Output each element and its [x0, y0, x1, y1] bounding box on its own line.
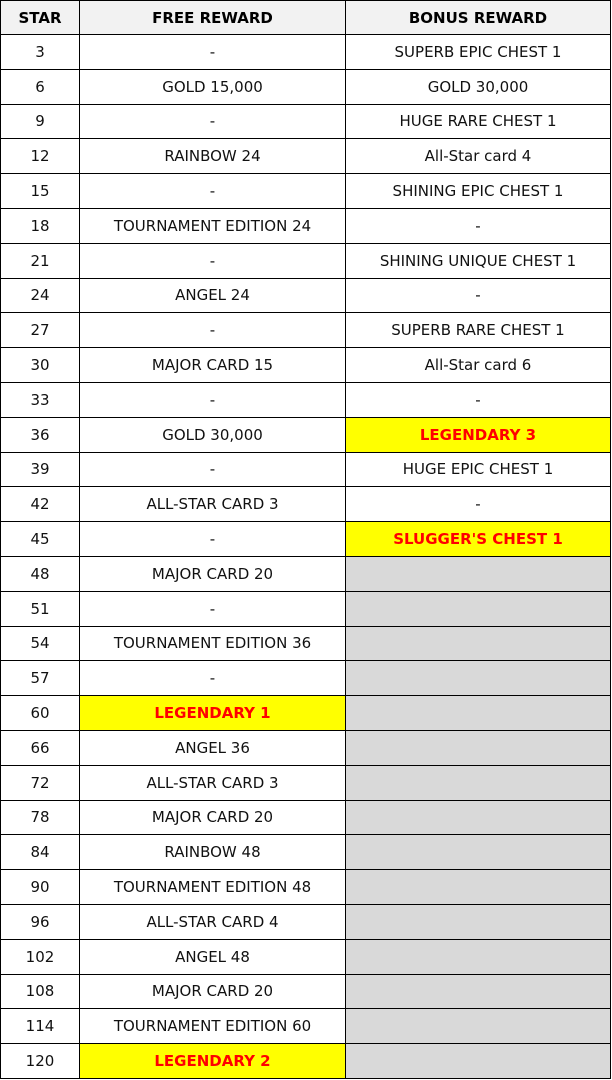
bonus-reward-empty-cell	[346, 730, 611, 765]
bonus-reward-cell: -	[346, 382, 611, 417]
free-reward-cell: GOLD 15,000	[80, 69, 346, 104]
free-reward-cell: ALL-STAR CARD 4	[80, 904, 346, 939]
free-reward-cell: -	[80, 174, 346, 209]
bonus-reward-empty-cell	[346, 835, 611, 870]
table-row	[1, 661, 611, 696]
free-reward-cell: MAJOR CARD 15	[80, 348, 346, 383]
free-reward-cell: -	[80, 452, 346, 487]
star-cell: 21	[1, 243, 80, 278]
table-row	[1, 904, 611, 939]
bonus-reward-cell: GOLD 30,000	[346, 69, 611, 104]
star-cell: 54	[1, 626, 80, 661]
star-cell: 42	[1, 487, 80, 522]
free-reward-column-header: FREE REWARD	[80, 1, 346, 35]
free-reward-cell: ALL-STAR CARD 3	[80, 487, 346, 522]
bonus-reward-cell: LEGENDARY 3	[346, 417, 611, 452]
bonus-reward-cell: SHINING EPIC CHEST 1	[346, 174, 611, 209]
bonus-reward-empty-cell	[346, 556, 611, 591]
table-row	[1, 487, 611, 522]
bonus-reward-empty-cell	[346, 1044, 611, 1079]
star-cell: 9	[1, 104, 80, 139]
star-cell: 48	[1, 556, 80, 591]
star-cell: 84	[1, 835, 80, 870]
table-row	[1, 1009, 611, 1044]
star-cell: 12	[1, 139, 80, 174]
free-reward-cell: ALL-STAR CARD 3	[80, 765, 346, 800]
bonus-reward-empty-cell	[346, 591, 611, 626]
table-row	[1, 208, 611, 243]
star-cell: 24	[1, 278, 80, 313]
rewards-body	[1, 35, 611, 1079]
free-reward-cell: TOURNAMENT EDITION 48	[80, 870, 346, 905]
free-reward-cell: -	[80, 591, 346, 626]
star-cell: 27	[1, 313, 80, 348]
star-cell: 78	[1, 800, 80, 835]
free-reward-cell: TOURNAMENT EDITION 60	[80, 1009, 346, 1044]
star-cell: 30	[1, 348, 80, 383]
free-reward-cell: -	[80, 35, 346, 70]
table-row	[1, 1044, 611, 1079]
star-cell: 18	[1, 208, 80, 243]
star-cell: 60	[1, 696, 80, 731]
bonus-reward-empty-cell	[346, 696, 611, 731]
bonus-reward-cell: SUPERB EPIC CHEST 1	[346, 35, 611, 70]
star-cell: 39	[1, 452, 80, 487]
table-row	[1, 522, 611, 557]
star-cell: 120	[1, 1044, 80, 1079]
star-cell: 114	[1, 1009, 80, 1044]
table-row	[1, 974, 611, 1009]
free-reward-cell: TOURNAMENT EDITION 24	[80, 208, 346, 243]
star-cell: 96	[1, 904, 80, 939]
table-row	[1, 626, 611, 661]
table-row	[1, 939, 611, 974]
bonus-reward-empty-cell	[346, 939, 611, 974]
bonus-reward-cell: -	[346, 278, 611, 313]
bonus-reward-empty-cell	[346, 904, 611, 939]
bonus-reward-cell: SUPERB RARE CHEST 1	[346, 313, 611, 348]
table-row	[1, 243, 611, 278]
bonus-reward-empty-cell	[346, 661, 611, 696]
bonus-reward-cell: All-Star card 6	[346, 348, 611, 383]
table-row	[1, 313, 611, 348]
table-row	[1, 382, 611, 417]
bonus-reward-cell: HUGE RARE CHEST 1	[346, 104, 611, 139]
star-cell: 33	[1, 382, 80, 417]
star-cell: 102	[1, 939, 80, 974]
free-reward-cell: GOLD 30,000	[80, 417, 346, 452]
table-row	[1, 556, 611, 591]
free-reward-cell: -	[80, 382, 346, 417]
bonus-reward-empty-cell	[346, 765, 611, 800]
star-cell: 66	[1, 730, 80, 765]
star-cell: 108	[1, 974, 80, 1009]
bonus-reward-cell: SHINING UNIQUE CHEST 1	[346, 243, 611, 278]
free-reward-cell: MAJOR CARD 20	[80, 800, 346, 835]
bonus-reward-cell: -	[346, 208, 611, 243]
free-reward-cell: LEGENDARY 2	[80, 1044, 346, 1079]
bonus-reward-empty-cell	[346, 800, 611, 835]
free-reward-cell: -	[80, 104, 346, 139]
star-cell: 51	[1, 591, 80, 626]
table-row	[1, 591, 611, 626]
header-row	[1, 1, 611, 35]
bonus-reward-cell: SLUGGER'S CHEST 1	[346, 522, 611, 557]
free-reward-cell: ANGEL 48	[80, 939, 346, 974]
table-row	[1, 452, 611, 487]
free-reward-cell: -	[80, 313, 346, 348]
star-cell: 15	[1, 174, 80, 209]
bonus-reward-empty-cell	[346, 974, 611, 1009]
bonus-reward-empty-cell	[346, 626, 611, 661]
star-cell: 3	[1, 35, 80, 70]
bonus-reward-column-header: BONUS REWARD	[346, 1, 611, 35]
free-reward-cell: MAJOR CARD 20	[80, 556, 346, 591]
table-row	[1, 348, 611, 383]
free-reward-cell: LEGENDARY 1	[80, 696, 346, 731]
free-reward-cell: MAJOR CARD 20	[80, 974, 346, 1009]
table-row	[1, 278, 611, 313]
table-row	[1, 800, 611, 835]
free-reward-cell: -	[80, 661, 346, 696]
bonus-reward-empty-cell	[346, 1009, 611, 1044]
table-row	[1, 870, 611, 905]
table-row	[1, 174, 611, 209]
star-cell: 36	[1, 417, 80, 452]
bonus-reward-empty-cell	[346, 870, 611, 905]
bonus-reward-cell: HUGE EPIC CHEST 1	[346, 452, 611, 487]
table-row	[1, 35, 611, 70]
bonus-reward-cell: All-Star card 4	[346, 139, 611, 174]
star-cell: 90	[1, 870, 80, 905]
free-reward-cell: RAINBOW 48	[80, 835, 346, 870]
free-reward-cell: RAINBOW 24	[80, 139, 346, 174]
free-reward-cell: ANGEL 36	[80, 730, 346, 765]
star-cell: 45	[1, 522, 80, 557]
star-cell: 72	[1, 765, 80, 800]
star-cell: 57	[1, 661, 80, 696]
table-row	[1, 417, 611, 452]
table-row	[1, 835, 611, 870]
bonus-reward-cell: -	[346, 487, 611, 522]
free-reward-cell: -	[80, 243, 346, 278]
free-reward-cell: -	[80, 522, 346, 557]
table-row	[1, 139, 611, 174]
table-row	[1, 730, 611, 765]
table-row	[1, 696, 611, 731]
free-reward-cell: ANGEL 24	[80, 278, 346, 313]
table-row	[1, 69, 611, 104]
star-cell: 6	[1, 69, 80, 104]
table-row	[1, 104, 611, 139]
table-row	[1, 765, 611, 800]
star-column-header: STAR	[1, 1, 80, 35]
free-reward-cell: TOURNAMENT EDITION 36	[80, 626, 346, 661]
